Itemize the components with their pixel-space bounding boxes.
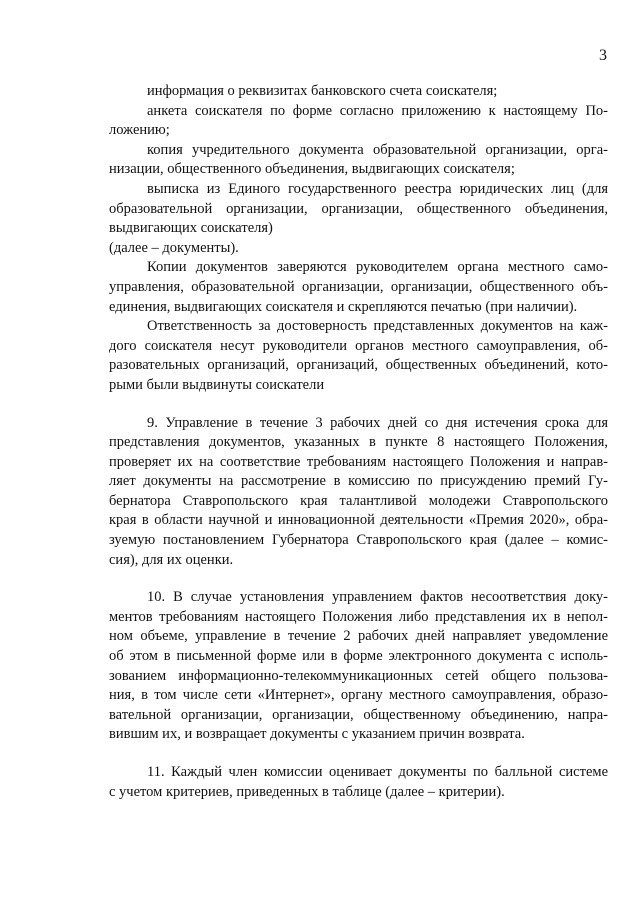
text-line: ния, в том числе сети «Интернет», органу местного самоуправления, образо- [109, 687, 608, 704]
paragraph [109, 180, 608, 239]
text-line: с учетом критериев, приведенных в таблице (далее – критерии). [109, 783, 505, 800]
text-line: рыми были выдвинуты соискатели [109, 376, 325, 393]
text-line: ном объеме, управление в течение 2 рабочих дней направляет уведомление [109, 628, 608, 645]
document-body [109, 82, 608, 802]
text-line: ложению; [109, 122, 170, 139]
text-line: копия учредительного документа образовательной организации, орга- [147, 141, 608, 158]
text-line: единения, выдвигающих соискателя и скрепляются печатью (при наличии). [109, 298, 578, 315]
paragraph [109, 317, 608, 395]
text-line: проверяет их на соответствие требованиям настоящего Положения и направ- [109, 453, 608, 470]
text-line: управления, образовательной организации, организации, общественного объ- [109, 278, 608, 295]
text-line: выдвигающих соискателя) [109, 220, 273, 237]
text-line: 11. Каждый член комиссии оценивает документы по балльной системе [147, 764, 608, 780]
paragraph [109, 258, 608, 317]
paragraph [109, 82, 608, 102]
paragraph-spacer [109, 570, 608, 588]
paragraph [109, 239, 608, 259]
text-line: информация о реквизитах банковского счета соискателя; [147, 83, 498, 99]
text-line: представления документов, указанных в пункте 8 настоящего Положения, [109, 434, 608, 451]
text-line: разовательных организаций, организаций, общественных объединений, кото- [109, 357, 608, 374]
text-line: 10. В случае установления управлением фактов несоответствия доку- [147, 589, 608, 606]
text-line: края в области научной и инновационной деятельности «Премия 2020», обра- [109, 512, 608, 529]
text-line: вившим их, и возвращает документы с указанием причин возврата. [109, 726, 525, 743]
text-line: ментов требованиям настоящего Положения либо представления их в непол- [109, 608, 608, 625]
paragraph [109, 763, 608, 802]
paragraph [109, 141, 608, 180]
text-line: ляет документы на рассмотрение в комиссию по присуждению премий Гу- [109, 473, 608, 490]
page-number: 3 [599, 47, 607, 64]
text-line: зованием информационно-телекоммуникационных сетей общего пользова- [109, 667, 608, 684]
text-line: вательной организации, организации, общественному объединению, напра- [109, 706, 608, 723]
text-line: образовательной организации, организации, общественного объединения, [109, 200, 608, 217]
text-line: сия), для их оценки. [109, 551, 234, 568]
text-line: зуемую постановлением Губернатора Ставропольского края (далее – комис- [109, 532, 608, 549]
text-line: низации, общественного объединения, выдвигающих соискателя; [109, 161, 515, 178]
text-line: (далее – документы). [109, 239, 239, 256]
paragraph-spacer [109, 745, 608, 763]
paragraph [109, 102, 608, 141]
paragraph [109, 414, 608, 571]
text-line: Ответственность за достоверность представленных документов на каж- [147, 318, 608, 335]
text-line: бернатора Ставропольского края талантливой молодежи Ставропольского [109, 492, 608, 509]
paragraph-spacer [109, 396, 608, 414]
text-line: анкета соискателя по форме согласно приложению к настоящему По- [147, 102, 608, 119]
paragraph [109, 588, 608, 745]
text-line: дого соискателя несут руководители органов местного самоуправления, об- [109, 337, 608, 354]
text-line: 9. Управление в течение 3 рабочих дней со дня истечения срока для [147, 414, 608, 431]
text-line: Копии документов заверяются руководителем органа местного само- [147, 259, 608, 276]
text-line: выписка из Единого государственного реестра юридических лиц (для [147, 180, 608, 197]
text-line: об этом в письменной форме или в форме электронного документа с исполь- [109, 648, 608, 665]
